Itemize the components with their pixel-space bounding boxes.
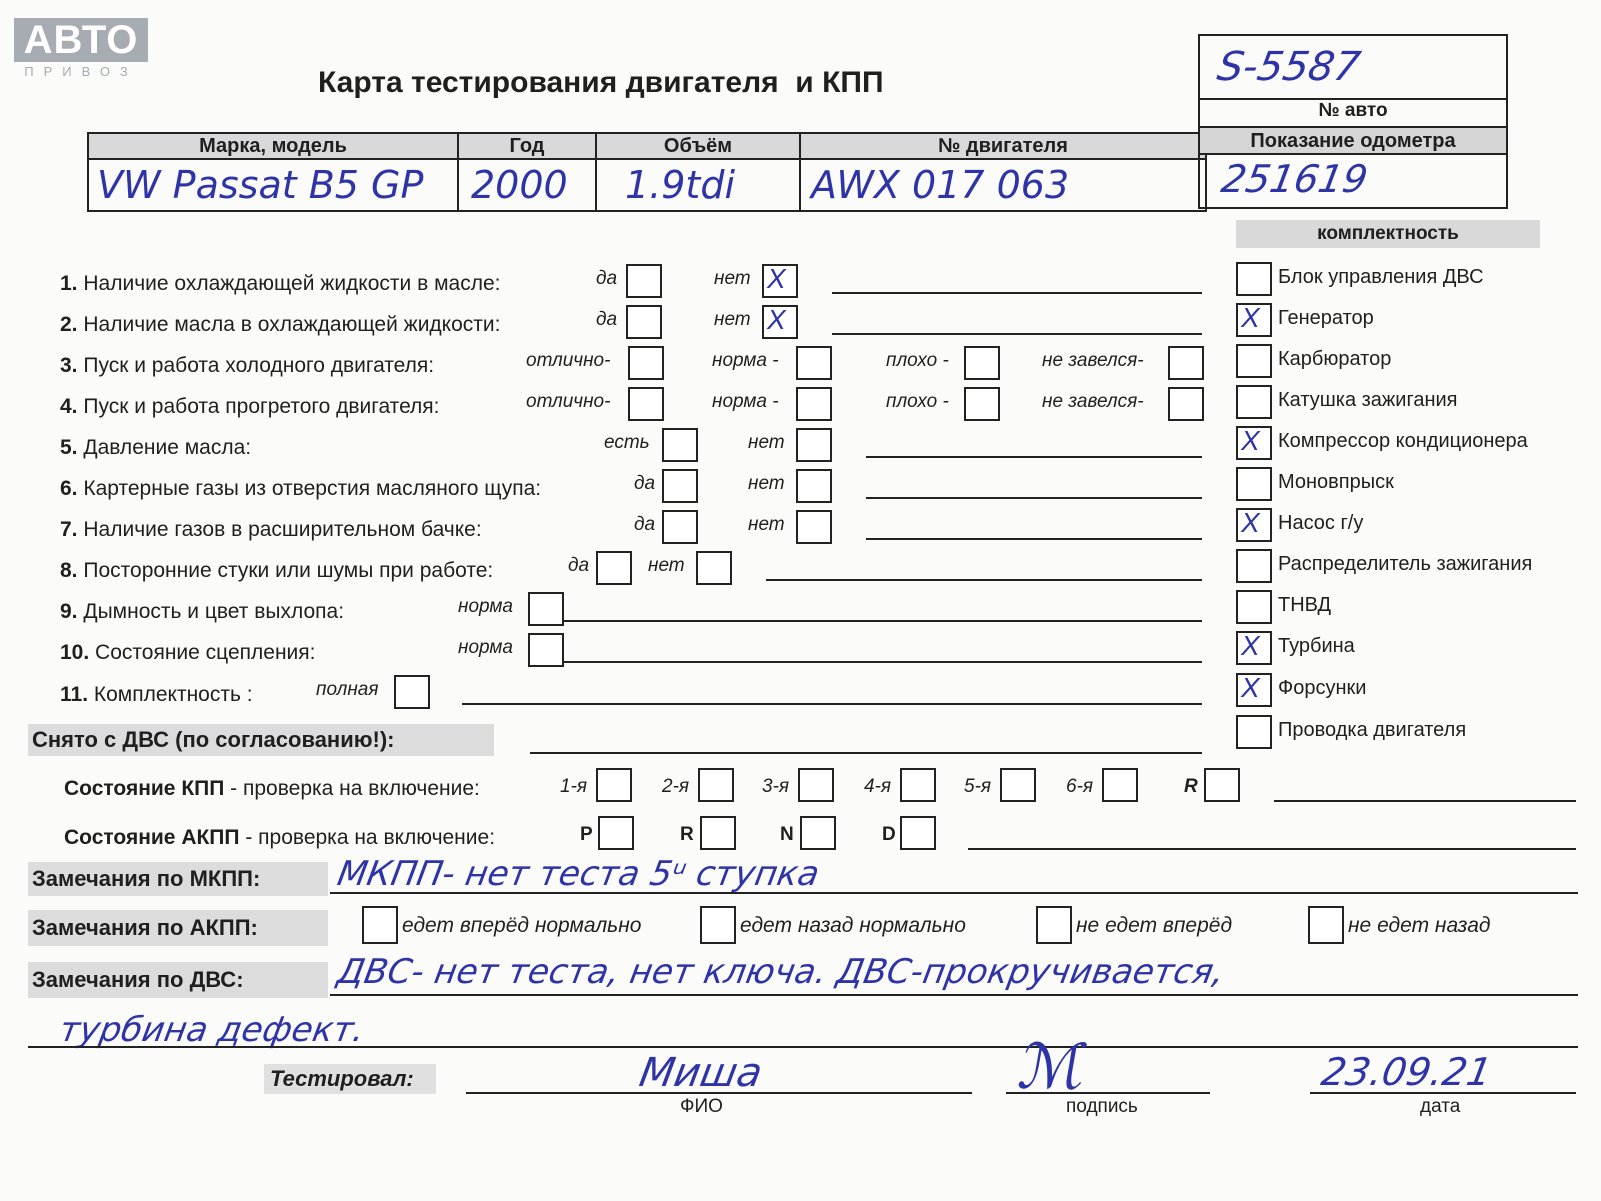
odometer-header: [1198, 126, 1508, 155]
q3-opt-excellent: отлично-: [526, 350, 611, 371]
q3-excellent-checkbox[interactable]: [628, 346, 664, 380]
auto-number-label: № авто: [1318, 100, 1388, 121]
komplekt-header: комплектность: [1236, 220, 1540, 248]
kompl-distributor-checkbox[interactable]: [1236, 549, 1272, 583]
kompl-carb-checkbox[interactable]: [1236, 344, 1272, 378]
q11-opt-full: полная: [316, 679, 379, 700]
gear-6-checkbox[interactable]: [1102, 768, 1138, 802]
gear-4-label: 4-я: [864, 776, 892, 797]
logo-sub: ПРИВОЗ: [24, 64, 138, 79]
akpp-no-fwd-checkbox[interactable]: [1036, 906, 1072, 944]
q9-normal-checkbox[interactable]: [528, 592, 564, 626]
q1-opt-no: нет: [714, 268, 751, 289]
q7-no-checkbox[interactable]: [796, 510, 832, 544]
question-3: 3. Пуск и работа холодного двигателя:: [60, 354, 435, 377]
akpp-back-ok-label: едет назад нормально: [740, 914, 966, 937]
gear-1-checkbox[interactable]: [596, 768, 632, 802]
question-10: 10. Состояние сцепления:: [60, 641, 316, 664]
check-mark: X: [1241, 302, 1260, 333]
q3-bad-checkbox[interactable]: [964, 346, 1000, 380]
gear-r-label: R: [1184, 776, 1198, 797]
akpp-fwd-ok-checkbox[interactable]: [362, 906, 398, 944]
kompl-turbo-label: Турбина: [1278, 635, 1355, 657]
akpp-remarks-label: Замечания по АКПП:: [28, 910, 328, 946]
q5-opt-no: нет: [748, 432, 785, 453]
akpp-fwd-ok-label: едет вперёд нормально: [402, 914, 642, 937]
kompl-coil-label: Катушка зажигания: [1278, 389, 1458, 411]
dvs-remarks-line1: ДВС- нет теста, нет ключа. ДВС-прокручивается,: [334, 952, 1228, 992]
q3-opt-bad: плохо -: [886, 350, 949, 371]
kompl-distributor-label: Распределитель зажигания: [1278, 553, 1533, 575]
gear-4-checkbox[interactable]: [900, 768, 936, 802]
val-volume: 1.9tdi: [596, 159, 800, 211]
q1-no-checkbox[interactable]: [762, 264, 798, 298]
kompl-generator-label: Генератор: [1278, 307, 1374, 329]
q4-opt-normal: норма -: [712, 391, 779, 412]
gear-r-checkbox[interactable]: [1204, 768, 1240, 802]
question-5: 5. Давление масла:: [60, 436, 252, 459]
kompl-ecu-checkbox[interactable]: [1236, 262, 1272, 296]
mode-d-label: D: [882, 824, 896, 845]
q4-nostart-checkbox[interactable]: [1168, 387, 1204, 421]
q10-normal-checkbox[interactable]: [528, 633, 564, 667]
q3-opt-normal: норма -: [712, 350, 779, 371]
q1-yes-checkbox[interactable]: [626, 264, 662, 298]
gear-5-label: 5-я: [964, 776, 992, 797]
kompl-pump-label: Насос г/у: [1278, 512, 1364, 534]
akpp-no-back-label: не едет назад: [1348, 914, 1491, 937]
q8-no-checkbox[interactable]: [696, 551, 732, 585]
q9-opt-normal: норма: [458, 596, 513, 617]
q7-opt-no: нет: [748, 514, 785, 535]
q6-opt-no: нет: [748, 473, 785, 494]
question-1: 1. Наличие охлаждающей жидкости в масле:: [60, 272, 501, 295]
q4-opt-nostart: не завелся-: [1042, 391, 1144, 412]
q6-no-checkbox[interactable]: [796, 469, 832, 503]
q6-opt-yes: да: [634, 473, 656, 494]
gear-6-label: 6-я: [1066, 776, 1094, 797]
col-engine-no: № двигателя: [800, 133, 1206, 159]
logo-main: АВТО: [14, 18, 148, 62]
test-date: 23.09.21: [1318, 1050, 1496, 1094]
kompl-tnvd-checkbox[interactable]: [1236, 590, 1272, 624]
caption-fio: ФИО: [680, 1096, 723, 1117]
check-mark: X: [767, 263, 786, 294]
caption-date: дата: [1420, 1096, 1461, 1117]
q8-yes-checkbox[interactable]: [596, 551, 632, 585]
q2-opt-no: нет: [714, 309, 751, 330]
q4-opt-excellent: отлично-: [526, 391, 611, 412]
q5-yes-checkbox[interactable]: [662, 428, 698, 462]
gear-1-label: 1-я: [560, 776, 588, 797]
question-11: 11. Комплектность :: [60, 683, 253, 706]
akpp-no-back-checkbox[interactable]: [1308, 906, 1344, 944]
gear-5-checkbox[interactable]: [1000, 768, 1036, 802]
q8-opt-yes: да: [568, 555, 590, 576]
q10-opt-normal: норма: [458, 637, 513, 658]
auto-number-value: S-5587: [1213, 44, 1364, 90]
mode-n-label: N: [780, 824, 794, 845]
q4-bad-checkbox[interactable]: [964, 387, 1000, 421]
q3-normal-checkbox[interactable]: [796, 346, 832, 380]
q7-opt-yes: да: [634, 514, 656, 535]
q3-opt-nostart: не завелся-: [1042, 350, 1144, 371]
question-4: 4. Пуск и работа прогретого двигателя:: [60, 395, 440, 418]
q4-normal-checkbox[interactable]: [796, 387, 832, 421]
kompl-injectors-label: Форсунки: [1278, 677, 1367, 699]
kompl-wiring-label: Проводка двигателя: [1278, 719, 1467, 741]
odometer-value: 251619: [1218, 157, 1371, 201]
mode-p-label: P: [580, 824, 593, 845]
col-year: Год: [458, 133, 596, 159]
kompl-mono-label: Моновпрыск: [1278, 471, 1394, 493]
q5-opt-yes: есть: [604, 432, 650, 453]
vehicle-table: [87, 132, 1207, 212]
kompl-ac-checkbox[interactable]: [1236, 426, 1272, 460]
col-volume: Объём: [596, 133, 800, 159]
removed-label: Снято с ДВС (по согласованию!):: [28, 724, 494, 756]
gear-3-label: 3-я: [762, 776, 790, 797]
kompl-ecu-label: Блок управления ДВС: [1278, 266, 1484, 288]
kompl-turbo-checkbox[interactable]: [1236, 631, 1272, 665]
kompl-wiring-checkbox[interactable]: [1236, 715, 1272, 749]
q1-opt-yes: да: [596, 268, 618, 289]
mkpp-remarks-label: Замечания по МКПП:: [28, 862, 328, 896]
logo: [14, 18, 154, 84]
dvs-remarks-line2: турбина дефект.: [56, 1010, 368, 1050]
mkpp-remarks-text: МКПП- нет теста 5ᵘ ступка: [334, 854, 823, 894]
mode-p-checkbox[interactable]: [598, 816, 634, 850]
mode-r-label: R: [680, 824, 694, 845]
val-engine-no: AWX 017 063: [800, 159, 1206, 211]
val-year: 2000: [458, 159, 596, 211]
auto-number-box: [1198, 34, 1508, 130]
check-mark: X: [1241, 672, 1260, 703]
tester-name: Миша: [635, 1050, 766, 1096]
check-mark: X: [1241, 425, 1260, 456]
q2-no-checkbox[interactable]: [762, 305, 798, 339]
kompl-ac-label: Компрессор кондиционера: [1278, 430, 1528, 452]
odometer-label: Показание одометра: [1250, 130, 1456, 152]
gear-2-checkbox[interactable]: [698, 768, 734, 802]
q11-full-checkbox[interactable]: [394, 675, 430, 709]
kompl-pump-checkbox[interactable]: [1236, 508, 1272, 542]
kompl-generator-checkbox[interactable]: [1236, 303, 1272, 337]
q2-yes-checkbox[interactable]: [626, 305, 662, 339]
question-9: 9. Дымность и цвет выхлопа:: [60, 600, 345, 623]
val-model: VW Passat B5 GP: [88, 159, 458, 211]
caption-sign: подпись: [1066, 1096, 1138, 1117]
page-title: Карта тестирования двигателя и КПП: [318, 66, 884, 99]
check-mark: X: [1241, 507, 1260, 538]
kompl-carb-label: Карбюратор: [1278, 348, 1392, 370]
question-6: 6. Картерные газы из отверстия масляного щупа:: [60, 477, 542, 500]
kompl-coil-checkbox[interactable]: [1236, 385, 1272, 419]
q2-opt-yes: да: [596, 309, 618, 330]
gear-2-label: 2-я: [662, 776, 690, 797]
gear-3-checkbox[interactable]: [798, 768, 834, 802]
kompl-mono-checkbox[interactable]: [1236, 467, 1272, 501]
q4-excellent-checkbox[interactable]: [628, 387, 664, 421]
q8-opt-no: нет: [648, 555, 685, 576]
kpp-label: Состояние КПП - проверка на включение:: [64, 777, 480, 800]
kompl-tnvd-label: ТНВД: [1278, 594, 1332, 616]
q5-no-checkbox[interactable]: [796, 428, 832, 462]
mode-r-checkbox[interactable]: [700, 816, 736, 850]
question-8: 8. Посторонние стуки или шумы при работе:: [60, 559, 494, 582]
mode-n-checkbox[interactable]: [800, 816, 836, 850]
q7-yes-checkbox[interactable]: [662, 510, 698, 544]
signature: ℳ: [1013, 1030, 1093, 1103]
q3-nostart-checkbox[interactable]: [1168, 346, 1204, 380]
odometer-value-cell: [1198, 153, 1508, 209]
dvs-remarks-label: Замечания по ДВС:: [28, 962, 328, 998]
mode-d-checkbox[interactable]: [900, 816, 936, 850]
kompl-injectors-checkbox[interactable]: [1236, 673, 1272, 707]
question-7: 7. Наличие газов в расширительном бачке:: [60, 518, 482, 541]
col-model: Марка, модель: [88, 133, 458, 159]
akpp-no-fwd-label: не едет вперёд: [1076, 914, 1233, 937]
akpp-back-ok-checkbox[interactable]: [700, 906, 736, 944]
tested-label: Тестировал:: [264, 1064, 436, 1094]
question-2: 2. Наличие масла в охлаждающей жидкости:: [60, 313, 501, 336]
q6-yes-checkbox[interactable]: [662, 469, 698, 503]
akpp-label: Состояние АКПП - проверка на включение:: [64, 826, 496, 849]
check-mark: X: [767, 304, 786, 335]
check-mark: X: [1241, 630, 1260, 661]
q4-opt-bad: плохо -: [886, 391, 949, 412]
